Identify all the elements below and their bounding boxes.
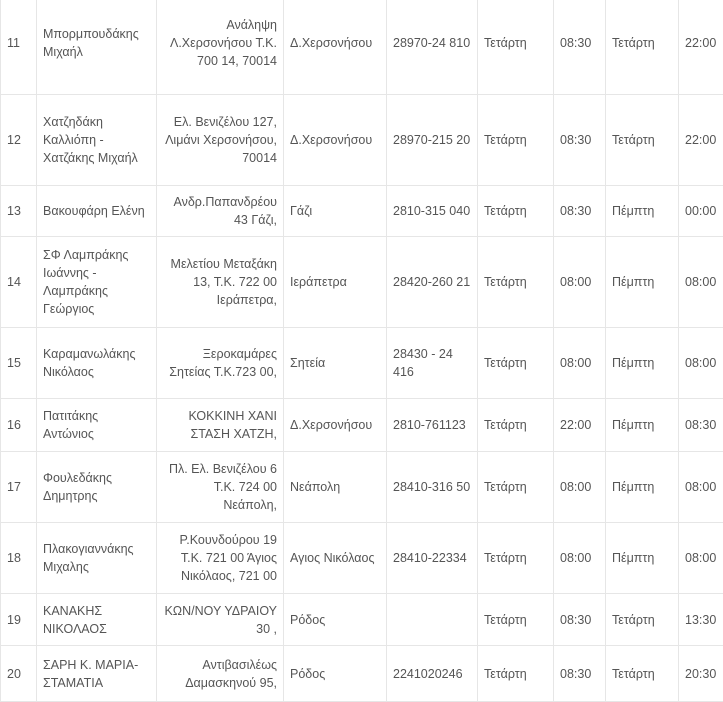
time-from: 22:00: [554, 399, 606, 452]
pharmacist-name: Καραμανωλάκης Νικόλαος: [37, 328, 157, 399]
table-row: [1, 0, 723, 95]
day-from: Τετάρτη: [478, 95, 554, 186]
pharmacist-name: Χατζηδάκη Καλλιόπη - Χατζάκης Μιχαήλ: [37, 95, 157, 186]
address: Ανδρ.Παπανδρέου 43 Γάζι,: [157, 186, 284, 237]
row-number: 11: [1, 0, 37, 95]
day-from: Τετάρτη: [478, 328, 554, 399]
pharmacist-name: ΣΑΡΗ Κ. ΜΑΡΙΑ-ΣΤΑΜΑΤΙΑ: [37, 646, 157, 702]
time-from: 08:30: [554, 95, 606, 186]
day-to: Πέμπτη: [606, 523, 679, 594]
phone: 2810-315 040: [387, 186, 478, 237]
table-body: [1, 0, 723, 702]
time-to: 08:00: [679, 328, 723, 399]
table-row: [1, 328, 723, 399]
time-from: 08:30: [554, 646, 606, 702]
day-to: Τετάρτη: [606, 646, 679, 702]
day-from: Τετάρτη: [478, 646, 554, 702]
area: Δ.Χερσονήσου: [284, 0, 387, 95]
time-to: 08:00: [679, 523, 723, 594]
phone: 28420-260 21: [387, 237, 478, 328]
address: Μελετίου Μεταξάκη 13, Τ.Κ. 722 00 Ιεράπετρα,: [157, 237, 284, 328]
time-from: 08:00: [554, 452, 606, 523]
time-from: 08:00: [554, 237, 606, 328]
table-row: [1, 646, 723, 702]
pharmacist-name: Πατιτάκης Αντώνιος: [37, 399, 157, 452]
time-to: 08:30: [679, 399, 723, 452]
address: Πλ. Ελ. Βενιζέλου 6 Τ.Κ. 724 00 Νεάπολη,: [157, 452, 284, 523]
time-to: 20:30: [679, 646, 723, 702]
area: Δ.Χερσονήσου: [284, 399, 387, 452]
time-to: 08:00: [679, 452, 723, 523]
pharmacist-name: Μπορμπουδάκης Μιχαήλ: [37, 0, 157, 95]
address: ΚΟΚΚΙΝΗ ΧΑΝΙ ΣΤΑΣΗ ΧΑΤΖΗ,: [157, 399, 284, 452]
area: Ρόδος: [284, 646, 387, 702]
table-row: [1, 399, 723, 452]
day-to: Πέμπτη: [606, 328, 679, 399]
table-row: [1, 523, 723, 594]
time-from: 08:30: [554, 594, 606, 646]
time-to: 00:00: [679, 186, 723, 237]
time-from: 08:00: [554, 328, 606, 399]
phone: 28430 - 24 416: [387, 328, 478, 399]
day-from: Τετάρτη: [478, 523, 554, 594]
day-from: Τετάρτη: [478, 0, 554, 95]
day-from: Τετάρτη: [478, 399, 554, 452]
address: Ελ. Βενιζέλου 127, Λιμάνι Χερσονήσου, 70014: [157, 95, 284, 186]
phone: 28410-316 50: [387, 452, 478, 523]
time-to: 13:30: [679, 594, 723, 646]
row-number: 16: [1, 399, 37, 452]
pharmacist-name: ΚΑΝΑΚΗΣ ΝΙΚΟΛΑΟΣ: [37, 594, 157, 646]
pharmacist-name: Πλακογιαννάκης Μιχαλης: [37, 523, 157, 594]
area: Σητεία: [284, 328, 387, 399]
time-from: 08:30: [554, 186, 606, 237]
area: Ρόδος: [284, 594, 387, 646]
address: ΚΩΝ/ΝΟΥ ΥΔΡΑΙΟΥ 30 ,: [157, 594, 284, 646]
pharmacist-name: Φουλεδάκης Δημητρης: [37, 452, 157, 523]
row-number: 17: [1, 452, 37, 523]
pharmacist-name: ΣΦ Λαμπράκης Ιωάννης - Λαμπράκης Γεώργιος: [37, 237, 157, 328]
time-to: 08:00: [679, 237, 723, 328]
day-to: Τετάρτη: [606, 95, 679, 186]
row-number: 14: [1, 237, 37, 328]
phone: 2241020246: [387, 646, 478, 702]
row-number: 20: [1, 646, 37, 702]
row-number: 12: [1, 95, 37, 186]
area: Δ.Χερσονήσου: [284, 95, 387, 186]
day-to: Πέμπτη: [606, 399, 679, 452]
area: Γάζι: [284, 186, 387, 237]
address: Ανάληψη Λ.Χερσονήσου Τ.Κ. 700 14, 70014: [157, 0, 284, 95]
area: Αγιος Νικόλαος: [284, 523, 387, 594]
table-row: [1, 186, 723, 237]
day-from: Τετάρτη: [478, 237, 554, 328]
time-to: 22:00: [679, 0, 723, 95]
area: Νεάπολη: [284, 452, 387, 523]
day-to: Πέμπτη: [606, 186, 679, 237]
time-to: 22:00: [679, 95, 723, 186]
day-from: Τετάρτη: [478, 186, 554, 237]
pharmacist-name: Βακουφάρη Ελένη: [37, 186, 157, 237]
address: Αντιβασιλέως Δαμασκηνού 95,: [157, 646, 284, 702]
table-row: [1, 452, 723, 523]
day-to: Τετάρτη: [606, 594, 679, 646]
address: Ρ.Κουνδούρου 19 Τ.Κ. 721 00 Άγιος Νικόλαος, 721 00: [157, 523, 284, 594]
day-to: Πέμπτη: [606, 452, 679, 523]
table-row: [1, 237, 723, 328]
day-to: Τετάρτη: [606, 0, 679, 95]
phone: 28970-215 20: [387, 95, 478, 186]
address: Ξεροκαμάρες Σητείας Τ.Κ.723 00,: [157, 328, 284, 399]
row-number: 18: [1, 523, 37, 594]
day-to: Πέμπτη: [606, 237, 679, 328]
table-row: [1, 95, 723, 186]
area: Ιεράπετρα: [284, 237, 387, 328]
time-from: 08:00: [554, 523, 606, 594]
row-number: 13: [1, 186, 37, 237]
row-number: 15: [1, 328, 37, 399]
day-from: Τετάρτη: [478, 594, 554, 646]
phone: 2810-761123: [387, 399, 478, 452]
row-number: 19: [1, 594, 37, 646]
phone: 28410-22334: [387, 523, 478, 594]
table-row: [1, 594, 723, 646]
phone: [387, 594, 478, 646]
time-from: 08:30: [554, 0, 606, 95]
day-from: Τετάρτη: [478, 452, 554, 523]
phone: 28970-24 810: [387, 0, 478, 95]
